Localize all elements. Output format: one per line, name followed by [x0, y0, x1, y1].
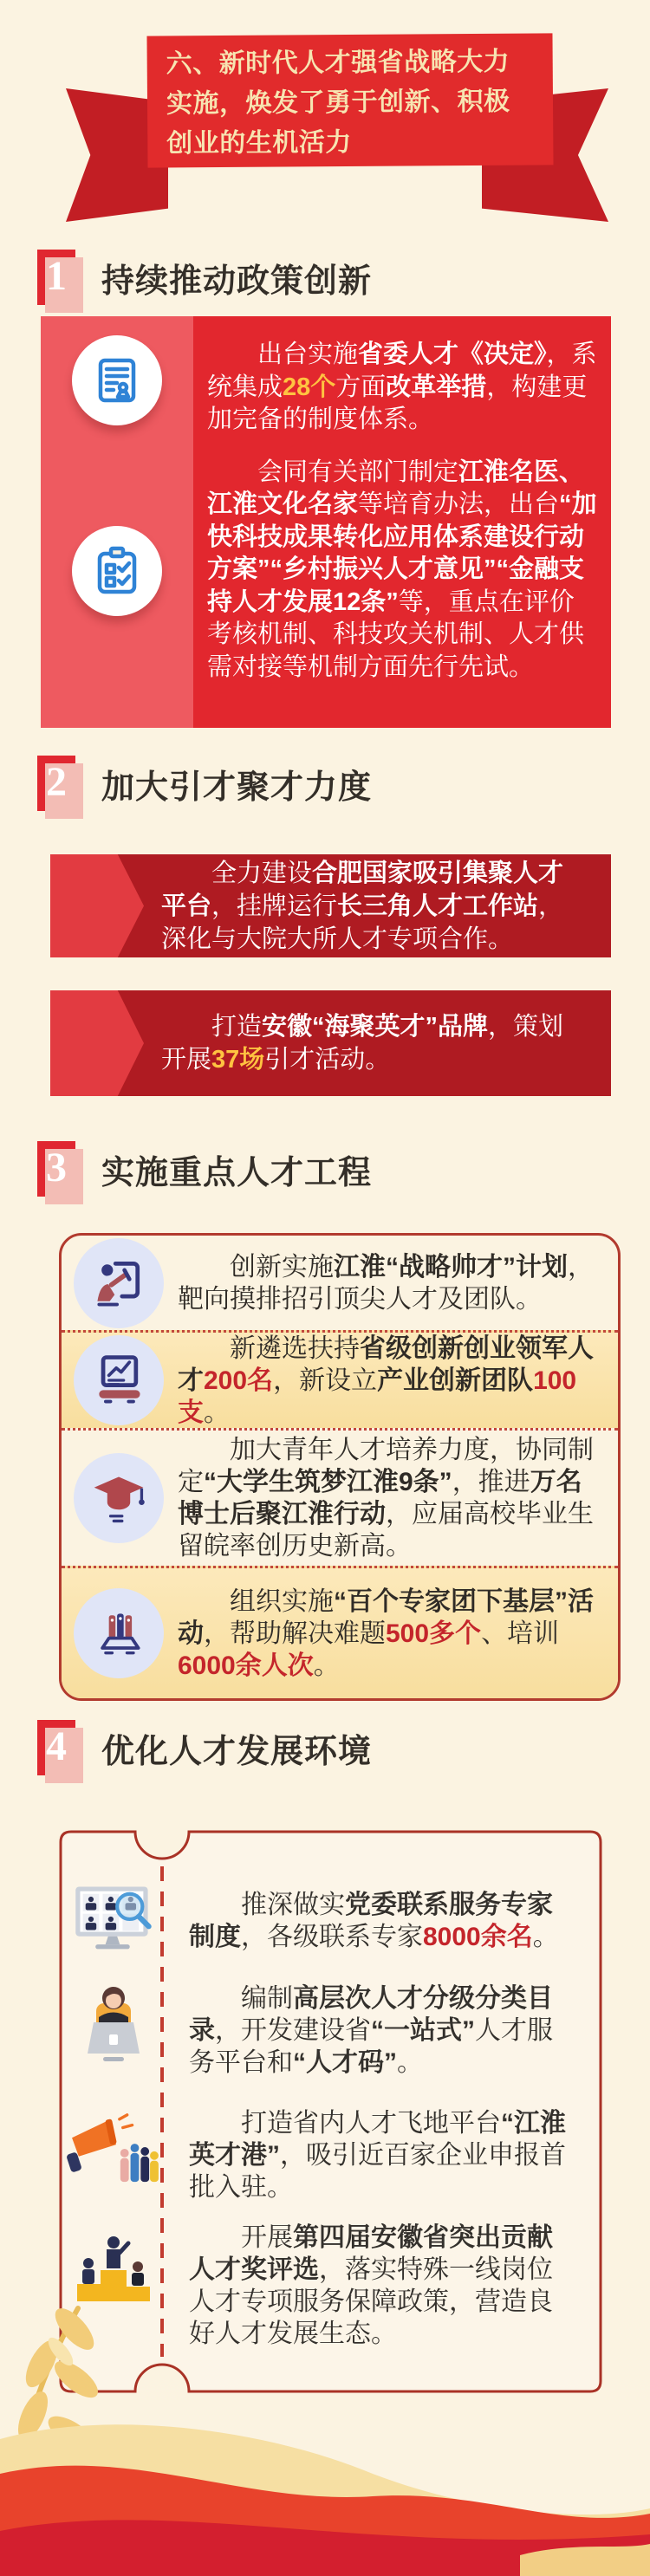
section-number-badge: 2	[37, 756, 75, 811]
expert-books-icon	[74, 1588, 164, 1678]
section-3-title: 实施重点人才工程	[101, 1154, 373, 1191]
policy-panel	[41, 316, 611, 728]
policy-paragraph: 会同有关部门制定江淮名医、江淮文化名家等培育办法，出台“加快科技成果转化应用体系建设行动方案”“乡村振兴人才意见”“金融支持人才发展12条”等，重点在评价考核机制、科技攻关机制、人才供需对接等机制方面先行先试。	[207, 457, 597, 681]
list-item	[62, 1330, 618, 1428]
presenter-board-icon	[74, 1238, 164, 1328]
document-stamp-icon	[72, 335, 162, 425]
list-item	[62, 1428, 618, 1566]
arrow-chevron	[50, 990, 144, 1096]
red-wave-decoration	[0, 2394, 650, 2576]
list-item	[62, 1566, 618, 1698]
item-text: 组织实施“百个专家团下基层”活动，帮助解决难题500多个、培训6000余人次。	[178, 1586, 594, 1680]
megaphone-recruit-icon	[66, 2109, 161, 2189]
section-1-title: 持续推动政策创新	[101, 263, 373, 300]
talent-bar-1	[50, 854, 611, 957]
section-3-header	[37, 1141, 372, 1197]
section-2-header	[37, 756, 372, 811]
section-number-badge: 4	[37, 1720, 75, 1775]
item-text: 打造省内人才飞地平台“江淮英才港”，吸引近百家企业申报首批入驻。	[189, 2109, 566, 2202]
item-text: 加大青年人才培养力度，协同制定“大学生筑梦江淮9条”，推进万名博士后聚江淮行动，应届高校毕业生留皖率创历史新高。	[178, 1436, 594, 1561]
section-1-header	[37, 250, 372, 305]
section-4-title: 优化人才发展环境	[101, 1733, 373, 1770]
list-item	[62, 1236, 618, 1330]
bar-text: 打造安徽“海聚英才”品牌，策划开展37场引才活动。	[161, 1013, 564, 1074]
section-4-header	[37, 1720, 372, 1775]
monitor-search-icon	[66, 1884, 161, 1956]
bar-text: 全力建设合肥国家吸引集聚人才平台，挂牌运行长三角人才工作站，深化与大院大所人才专项合作。	[161, 859, 564, 953]
graduation-cap-icon	[74, 1453, 164, 1543]
section-number-badge: 1	[37, 250, 75, 305]
ribbon-panel	[146, 33, 553, 167]
item-text: 推深做实党委联系服务专家制度，各级联系专家8000余名。	[189, 1891, 559, 1951]
service-desk-icon	[66, 1979, 161, 2066]
clipboard-check-icon	[72, 526, 162, 616]
laptop-chart-icon	[74, 1335, 164, 1425]
environment-ticket-card	[59, 1830, 602, 2393]
poster-title: 六、新时代人才强省战略大力实施，焕发了勇于创新、积极创业的生机活力	[166, 47, 510, 159]
policy-text	[207, 339, 599, 704]
talent-projects-card	[59, 1233, 621, 1701]
item-text: 新遴选扶持省级创新创业领军人才200名，新设立产业创新团队100支。	[178, 1333, 594, 1427]
arrow-chevron	[50, 854, 144, 957]
section-number-badge: 3	[37, 1141, 75, 1197]
item-text: 编制高层次人才分级分类目录，开发建设省“一站式”人才服务平台和“人才码”。	[189, 1984, 553, 2077]
policy-paragraph: 出台实施省委人才《决定》，系统集成28个方面改革举措，构建更加完备的制度体系。	[207, 341, 597, 433]
item-text: 创新实施江淮“战略帅才”计划，靶向摸排招引顶尖人才及团队。	[178, 1252, 594, 1314]
item-text: 开展第四届安徽省突出贡献人才奖评选，落实特殊一线岗位人才专项服务保障政策，营造良好人才发展生态。	[189, 2223, 553, 2348]
talent-bar-2	[50, 990, 611, 1096]
section-2-title: 加大引才聚才力度	[101, 769, 373, 806]
title-ribbon	[0, 33, 650, 198]
